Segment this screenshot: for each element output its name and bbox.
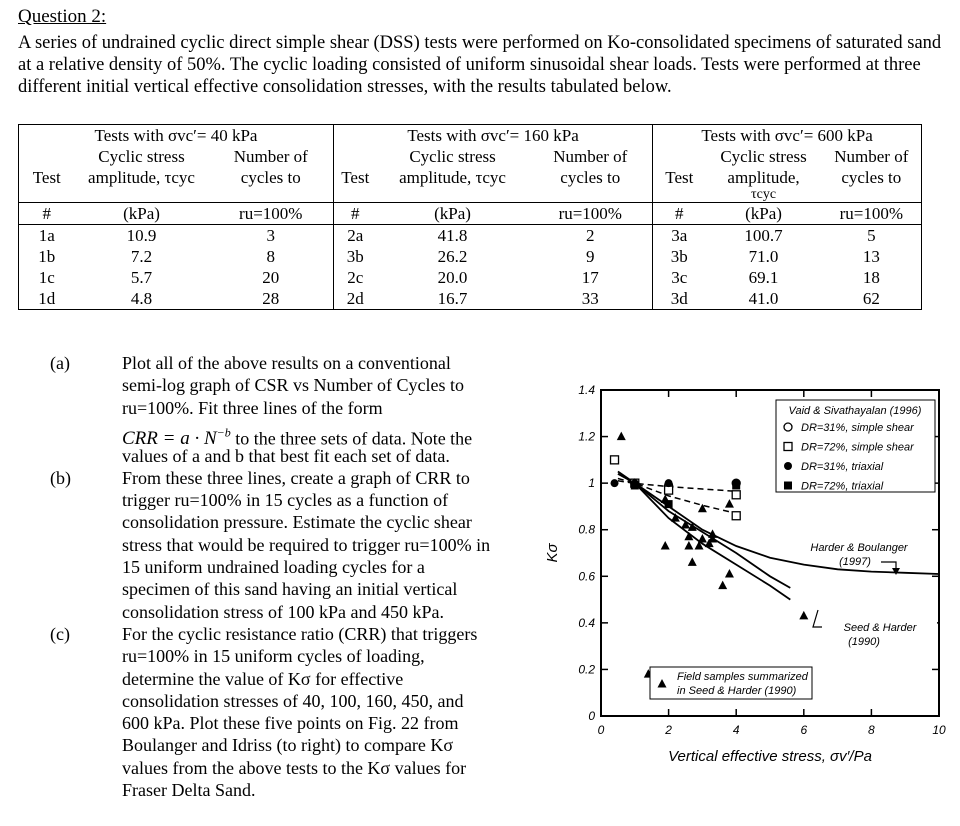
amplitude-value: 41.0 [706, 288, 822, 310]
legend-entry: DR=31%, triaxial [801, 461, 884, 473]
header-amplitude: amplitude, [727, 168, 800, 187]
annotation-seed-harder-year: (1990) [848, 636, 880, 648]
amplitude-value: 4.8 [75, 288, 209, 310]
data-point [725, 499, 734, 508]
header-ru: ru=100% [529, 203, 653, 225]
header-test-number: # [19, 203, 75, 225]
legend-title: Vaid & Sivathayalan (1996) [788, 405, 922, 417]
header-test [19, 188, 75, 203]
cycles-value: 13 [822, 246, 922, 267]
data-point [611, 456, 619, 464]
header-test [653, 188, 706, 203]
amplitude-value: 20.0 [437, 268, 468, 287]
part-text-line: specimen of this sand having an initial vertical [122, 579, 458, 600]
data-point [732, 512, 740, 520]
data-point [617, 432, 626, 440]
data-point [684, 541, 693, 550]
y-tick-label: 1.4 [578, 383, 595, 397]
header-cycles: Number of [233, 147, 308, 166]
part-text-line: determine the value of Kσ for effective [122, 668, 404, 689]
results-table [18, 124, 922, 310]
part-text-line: values of a and b that best fit each set of data. [122, 445, 450, 466]
test-id: 3b [653, 246, 706, 267]
amplitude-value: 7.2 [130, 247, 153, 266]
part-text-line: consolidation stress of 100 kPa and 450 kPa. [122, 601, 444, 622]
amplitude-value: 41.8 [377, 225, 529, 247]
question-title: Question 2: [18, 6, 107, 27]
cycles-value: 2 [529, 225, 653, 247]
header-amplitude [377, 188, 529, 203]
cycles-value: 17 [581, 268, 599, 287]
field-legend-text: Field samples summarized [677, 671, 808, 683]
table-row [19, 246, 922, 267]
test-id: 2a [334, 225, 377, 247]
part-text-line: stress that would be required to trigger ru=100% in [122, 534, 491, 555]
header-test: Test [334, 167, 377, 188]
table-row [19, 267, 922, 288]
cycles-value: 62 [822, 288, 922, 310]
data-point [732, 491, 740, 499]
header-test-number: # [334, 203, 377, 225]
header-test [334, 188, 377, 203]
table-row [19, 288, 922, 310]
annotation-harder-boulanger: Harder & Boulanger [810, 542, 908, 554]
y-tick-label: 0.2 [578, 662, 595, 677]
question-intro: A series of undrained cyclic direct simple shear (DSS) tests were performed on Ko-consolidated specimens of saturated sand at a relative density of 50%. The cyclic loading consisted of uniform sinusoidal shear loads. Tests were performed at three different initial vertical effective consolidation stresses, with the results tabulated below. [18, 33, 942, 97]
y-tick-label: 1.2 [578, 429, 595, 444]
x-tick-label: 10 [932, 723, 946, 737]
test-id: 2c [334, 267, 377, 288]
data-point [688, 557, 697, 566]
header-unit: (kPa) [377, 203, 529, 225]
amplitude-value: 16.7 [377, 288, 529, 310]
header-cycles: Number of [553, 147, 628, 166]
amplitude-value: 5.7 [130, 268, 153, 287]
annotation-harder-boulanger-year: (1997) [839, 556, 871, 568]
cycles-value: 18 [822, 267, 922, 288]
group-title: Tests with σvc′= 40 kPa [19, 125, 334, 147]
legend-entry: DR=31%, simple shear [801, 422, 914, 434]
part-label: (a) [50, 353, 70, 373]
header-test: Test [653, 167, 706, 188]
legend-marker [784, 482, 792, 490]
header-test: Test [19, 167, 75, 188]
part-text-line: Fraser Delta Sand. [122, 780, 256, 801]
data-point [665, 479, 673, 487]
amplitude-value: 100.7 [706, 225, 822, 247]
data-point [661, 541, 670, 550]
legend-marker [784, 462, 792, 470]
header-cycles [822, 188, 922, 203]
part-text-line: CRR = $a \cdot N^{-b}$ to the three sets of data. Note the [122, 425, 473, 450]
data-point [698, 534, 707, 543]
header-amplitude: Cyclic stress [409, 147, 496, 166]
test-id: 1c [19, 267, 75, 288]
annotation-seed-harder: Seed & Harder [843, 622, 917, 634]
data-point [799, 611, 808, 620]
part-label: (c) [50, 623, 70, 644]
table-row [19, 225, 922, 247]
annotation-arrow [813, 610, 822, 627]
data-point [732, 481, 740, 489]
header-ru: ru=100% [822, 203, 922, 225]
part-text-line: ru=100%. Fit three lines of the form [122, 397, 383, 418]
x-axis-label: Vertical effective stress, σv′/Pa [668, 748, 872, 765]
header-test [334, 146, 377, 167]
part-text-line: For the cyclic resistance ratio (CRR) that triggers [122, 623, 478, 644]
legend-marker [784, 443, 792, 451]
y-tick-label: 0.6 [578, 569, 595, 584]
part-text-line: From these three lines, create a graph of CRR to [122, 467, 470, 488]
part-text-line: trigger ru=100% in 15 cycles as a function of [122, 490, 449, 511]
data-point [725, 569, 734, 578]
ksigma-chart [530, 372, 950, 792]
header-amplitude: Cyclic stress [720, 147, 807, 166]
legend-entry: DR=72%, simple shear [801, 441, 914, 454]
amplitude-value: 10.9 [75, 225, 209, 247]
part-label: (b) [50, 467, 71, 488]
test-id: 3b [334, 246, 377, 267]
x-tick-label: 6 [800, 723, 808, 737]
amplitude-value: 71.0 [748, 247, 779, 266]
data-point [718, 581, 727, 590]
test-id: 3c [653, 267, 706, 288]
header-cycles: cycles to [560, 168, 621, 187]
cycles-value: 28 [209, 288, 334, 310]
y-tick-label: 0 [588, 709, 595, 723]
header-cycles [529, 188, 653, 203]
part-text-line: consolidation stresses of 40, 100, 160, 450, and [122, 690, 464, 711]
part-text-line: Boulanger and Idriss (to right) to compare Kσ [122, 735, 454, 756]
header-test-number: # [653, 203, 706, 225]
header-unit: (kPa) [706, 203, 822, 225]
test-id: 3a [653, 225, 706, 247]
legend-entry: DR=72%, triaxial [801, 480, 884, 493]
x-tick-label: 2 [665, 723, 672, 737]
test-id: 1d [19, 288, 75, 310]
cycles-value: 9 [586, 247, 595, 266]
header-cycles: cycles to [240, 168, 301, 187]
amplitude-value: 26.2 [437, 247, 468, 266]
part-text-line: consolidation pressure. Estimate the cyclic shear [122, 512, 472, 533]
part-text-line: semi-log graph of CSR vs Number of Cycles to [122, 375, 464, 396]
group-title: Tests with σvc′= 600 kPa [653, 125, 922, 147]
header-test [19, 146, 75, 167]
cycles-value: 3 [209, 225, 334, 247]
x-tick-label: 0 [597, 723, 605, 737]
cycles-value: 20 [262, 268, 280, 287]
cycles-value: 8 [266, 247, 275, 266]
y-tick-label: 1 [588, 476, 595, 491]
y-axis-label: Kσ [544, 543, 561, 563]
test-id: 1b [19, 246, 75, 267]
header-cycles: cycles to [822, 167, 922, 188]
header-unit: (kPa) [75, 203, 209, 225]
legend-marker [784, 423, 792, 431]
header-test [653, 146, 706, 167]
part-text-line: 600 kPa. Plot these five points on Fig. 22 from [122, 713, 459, 734]
header-amplitude: τcyc [751, 187, 777, 202]
cycles-value: 5 [822, 225, 922, 247]
header-amplitude: amplitude, τcyc [88, 168, 195, 187]
header-amplitude: amplitude, τcyc [399, 168, 506, 187]
header-cycles [209, 188, 334, 203]
amplitude-value: 69.1 [748, 268, 779, 287]
header-ru: ru=100% [209, 203, 334, 225]
y-tick-label: 0.8 [578, 522, 595, 537]
test-id: 1a [19, 225, 75, 247]
test-id: 3d [653, 288, 706, 310]
test-id: 2d [334, 288, 377, 310]
field-legend-text: in Seed & Harder (1990) [677, 685, 797, 697]
x-tick-label: 8 [868, 723, 875, 737]
part-text-line: ru=100% in 15 uniform cycles of loading, [122, 646, 425, 667]
group-title: Tests with σvc′= 160 kPa [334, 125, 653, 147]
x-tick-label: 4 [732, 723, 740, 737]
data-point [665, 486, 673, 494]
header-cycles: Number of [822, 146, 922, 167]
header-amplitude: Cyclic stress [98, 147, 185, 166]
header-amplitude [75, 188, 209, 203]
part-text-line: 15 uniform undrained loading cycles for a [122, 557, 425, 578]
cycles-value: 33 [529, 288, 653, 310]
part-text-line: values from the above tests to the Kσ values for [122, 757, 467, 778]
part-text-line: Plot all of the above results on a conventional [122, 353, 451, 373]
data-point [611, 479, 619, 487]
y-tick-label: 0.4 [578, 615, 595, 630]
